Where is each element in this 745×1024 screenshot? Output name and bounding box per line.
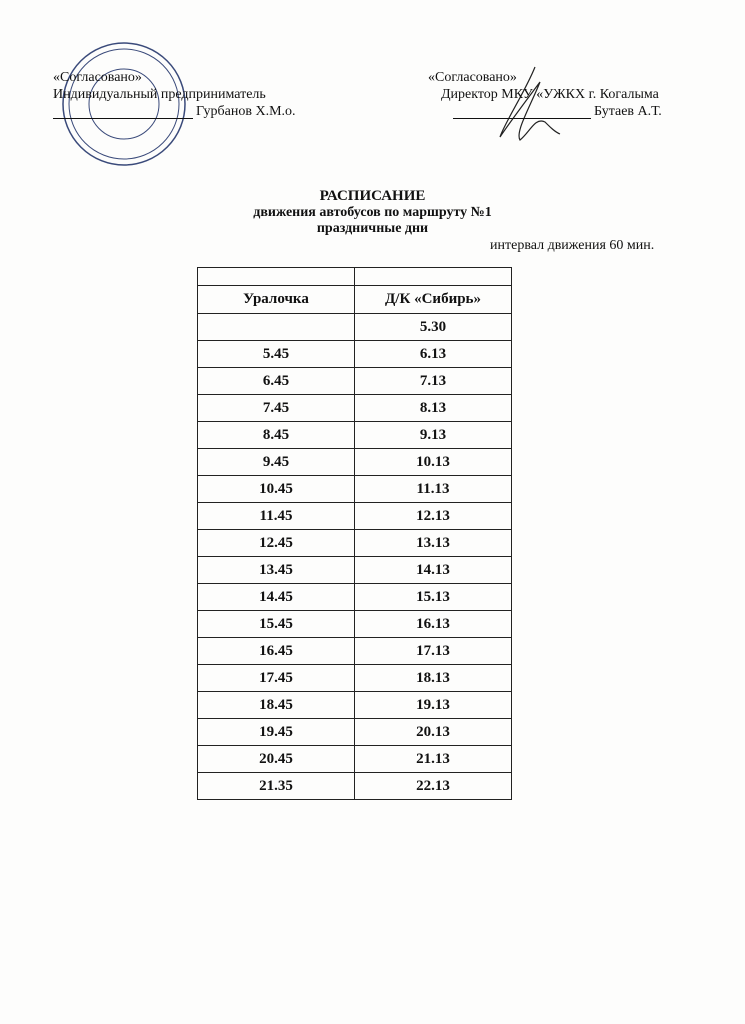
table-row [198,692,512,719]
cell-dk-sibir: 16.13 [355,611,512,638]
cell-uralochka: 19.45 [198,719,355,746]
cell-uralochka: 10.45 [198,476,355,503]
cell-dk-sibir: 18.13 [355,665,512,692]
interval-note: интервал движения 60 мин. [490,238,655,253]
table-row [198,422,512,449]
table-row [198,395,512,422]
right-approval-name: Бутаев А.Т. [594,104,662,119]
cell-uralochka: 7.45 [198,395,355,422]
document-subtitle: движения автобусов по маршруту №1 [253,205,492,220]
cell-dk-sibir: 21.13 [355,746,512,773]
cell-uralochka: 12.45 [198,530,355,557]
cell-uralochka: 18.45 [198,692,355,719]
table-row [198,530,512,557]
table-row [198,476,512,503]
table-row [198,611,512,638]
cell-uralochka [198,314,355,341]
cell-uralochka: 17.45 [198,665,355,692]
cell-dk-sibir: 9.13 [355,422,512,449]
cell-uralochka: 16.45 [198,638,355,665]
table-row [198,368,512,395]
header-dk-sibir: Д/К «Сибирь» [355,286,512,314]
cell-uralochka: 8.45 [198,422,355,449]
table-row [198,503,512,530]
table-row [198,341,512,368]
cell-uralochka: 5.45 [198,341,355,368]
cell-uralochka: 14.45 [198,584,355,611]
empty-cell [355,268,512,286]
table-row [198,638,512,665]
cell-uralochka: 6.45 [198,368,355,395]
cell-uralochka: 9.45 [198,449,355,476]
cell-uralochka: 13.45 [198,557,355,584]
cell-uralochka: 15.45 [198,611,355,638]
table-row [198,314,512,341]
right-signature-line [453,118,591,119]
document-title: РАСПИСАНИЕ [319,188,426,204]
cell-dk-sibir: 12.13 [355,503,512,530]
right-approval-position: Директор МКУ «УЖКХ г. Когалыма [441,87,659,102]
left-approval-position: Индивидуальный предприниматель [53,87,266,102]
cell-dk-sibir: 8.13 [355,395,512,422]
cell-dk-sibir: 6.13 [355,341,512,368]
cell-uralochka: 20.45 [198,746,355,773]
cell-uralochka: 21.35 [198,773,355,800]
table-row [198,665,512,692]
cell-dk-sibir: 14.13 [355,557,512,584]
cell-dk-sibir: 22.13 [355,773,512,800]
stamp [60,40,188,168]
cell-uralochka: 11.45 [198,503,355,530]
header-uralochka: Уралочка [198,286,355,314]
table-row [198,584,512,611]
cell-dk-sibir: 15.13 [355,584,512,611]
right-approval-label: «Согласовано» [428,70,517,85]
table-row [198,719,512,746]
cell-dk-sibir: 7.13 [355,368,512,395]
cell-dk-sibir: 20.13 [355,719,512,746]
schedule-table [197,267,512,800]
table-header-row [198,286,512,314]
cell-dk-sibir: 5.30 [355,314,512,341]
cell-dk-sibir: 17.13 [355,638,512,665]
table-row [198,449,512,476]
table-row [198,746,512,773]
cell-dk-sibir: 11.13 [355,476,512,503]
table-row [198,557,512,584]
cell-dk-sibir: 10.13 [355,449,512,476]
cell-dk-sibir: 13.13 [355,530,512,557]
cell-dk-sibir: 19.13 [355,692,512,719]
table-row [198,773,512,800]
empty-cell [198,268,355,286]
left-approval-name: Гурбанов Х.М.о. [196,104,296,119]
days-type: праздничные дни [316,221,429,236]
left-approval-label: «Согласовано» [53,70,142,85]
left-signature-line [53,118,193,119]
